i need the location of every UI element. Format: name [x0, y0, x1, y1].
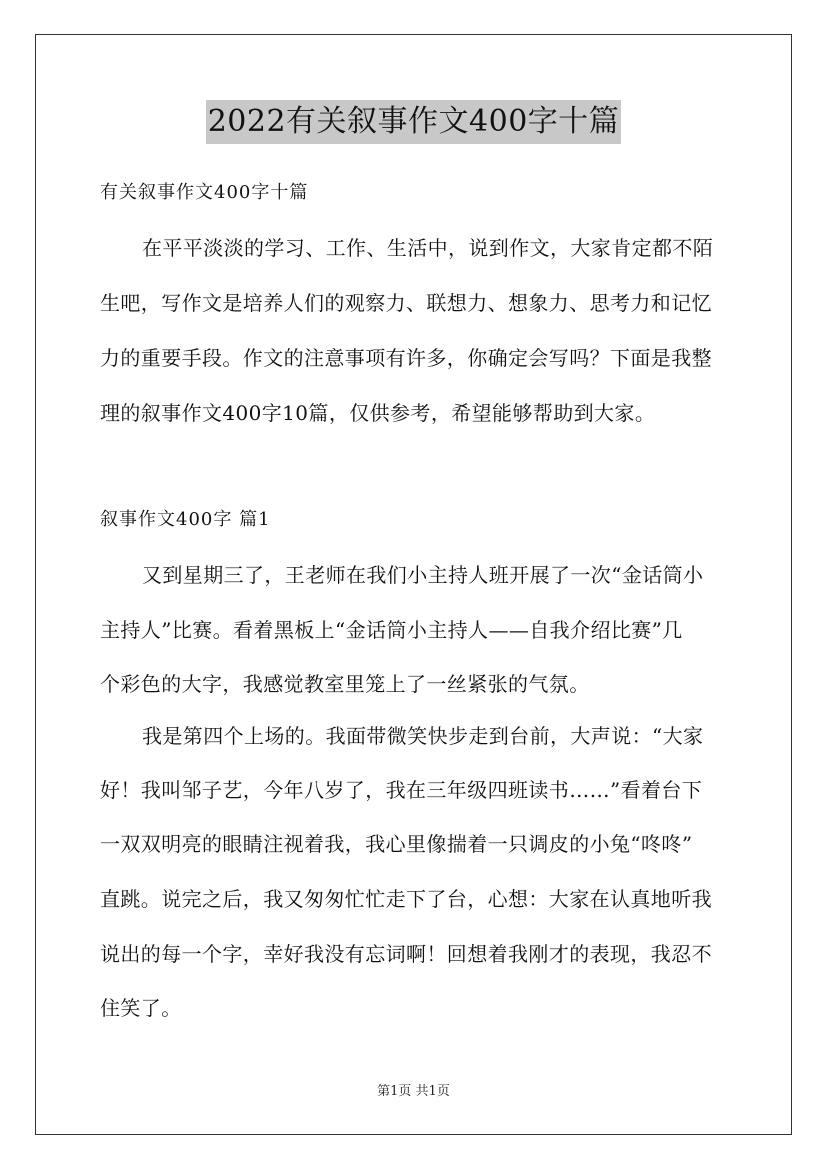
para1-line-1: 又到星期三了，王老师在我们小主持人班开展了一次“金话筒小	[142, 563, 704, 587]
para2-line-5: 说出的每一个字，幸好我没有忘词啊！回想着我刚才的表现，我忍不	[100, 942, 712, 966]
para2-line-1: 我是第四个上场的。我面带微笑快步走到台前，大声说：“大家	[142, 724, 704, 748]
intro-line-4: 理的叙事作文400字10篇，仅供参考，希望能够帮助到大家。	[100, 401, 656, 425]
page-number-footer: 第1页 共1页	[377, 1084, 450, 1099]
section-heading: 叙事作文400字 篇1	[100, 509, 271, 530]
para1-line-2: 主持人”比赛。看着黑板上“金话筒小主持人——自我介绍比赛”几	[100, 618, 683, 642]
para2-line-2: 好！我叫邹子艺，今年八岁了，我在三年级四班读书……”看着台下	[100, 778, 703, 802]
para2-line-4: 直跳。说完之后，我又匆匆忙忙走下了台，心想：大家在认真地听我	[100, 887, 712, 911]
intro-line-3: 力的重要手段。作文的注意事项有许多，你确定会写吗？下面是我整	[100, 346, 712, 370]
para2-line-6: 住笑了。	[100, 996, 182, 1020]
para1-line-3: 个彩色的大字，我感觉教室里笼上了一丝紧张的气氛。	[100, 672, 590, 696]
document-subtitle: 有关叙事作文400字十篇	[100, 182, 309, 203]
document-title: 2022有关叙事作文400字十篇	[206, 100, 622, 144]
para2-line-3: 一双双明亮的眼睛注视着我，我心里像揣着一只调皮的小兔“咚咚”	[100, 832, 693, 856]
title-container	[0, 100, 827, 144]
intro-line-2: 生吧，写作文是培养人们的观察力、联想力、想象力、思考力和记忆	[100, 291, 712, 315]
intro-line-1: 在平平淡淡的学习、工作、生活中，说到作文，大家肯定都不陌	[142, 236, 714, 260]
